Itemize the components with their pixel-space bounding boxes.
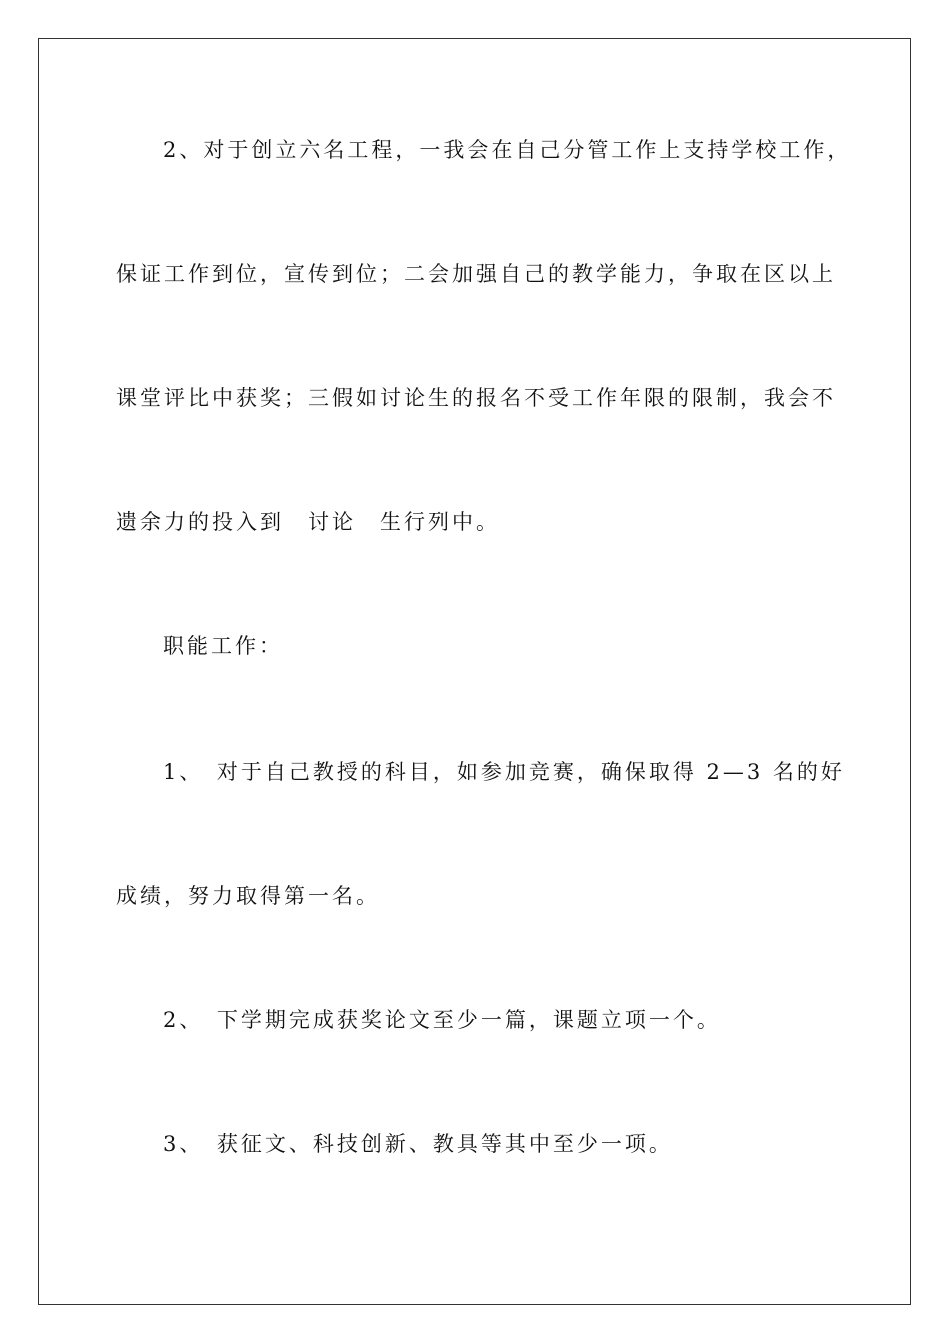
list-item-1-line-2: 成绩，努力取得第一名。 xyxy=(116,884,380,908)
paragraph-line-2: 保证工作到位，宣传到位；二会加强自己的教学能力，争取在区以上 xyxy=(116,262,836,286)
list-item-1-line-1: 1、 对于自己教授的科目，如参加竞赛，确保取得 2—3 名的好 xyxy=(163,760,845,784)
list-item-2: 2、 下学期完成获奖论文至少一篇，课题立项一个。 xyxy=(163,1008,721,1032)
paragraph-line-4: 遗余力的投入到 讨论 生行列中。 xyxy=(116,510,500,534)
paragraph-line-1: 2、对于创立六名工程，一我会在自己分管工作上支持学校工作， xyxy=(163,138,852,162)
page-border xyxy=(38,38,911,1305)
list-item-3: 3、 获征文、科技创新、教具等其中至少一项。 xyxy=(163,1132,673,1156)
section-heading: 职能工作： xyxy=(163,634,283,658)
paragraph-line-3: 课堂评比中获奖；三假如讨论生的报名不受工作年限的限制，我会不 xyxy=(116,386,836,410)
